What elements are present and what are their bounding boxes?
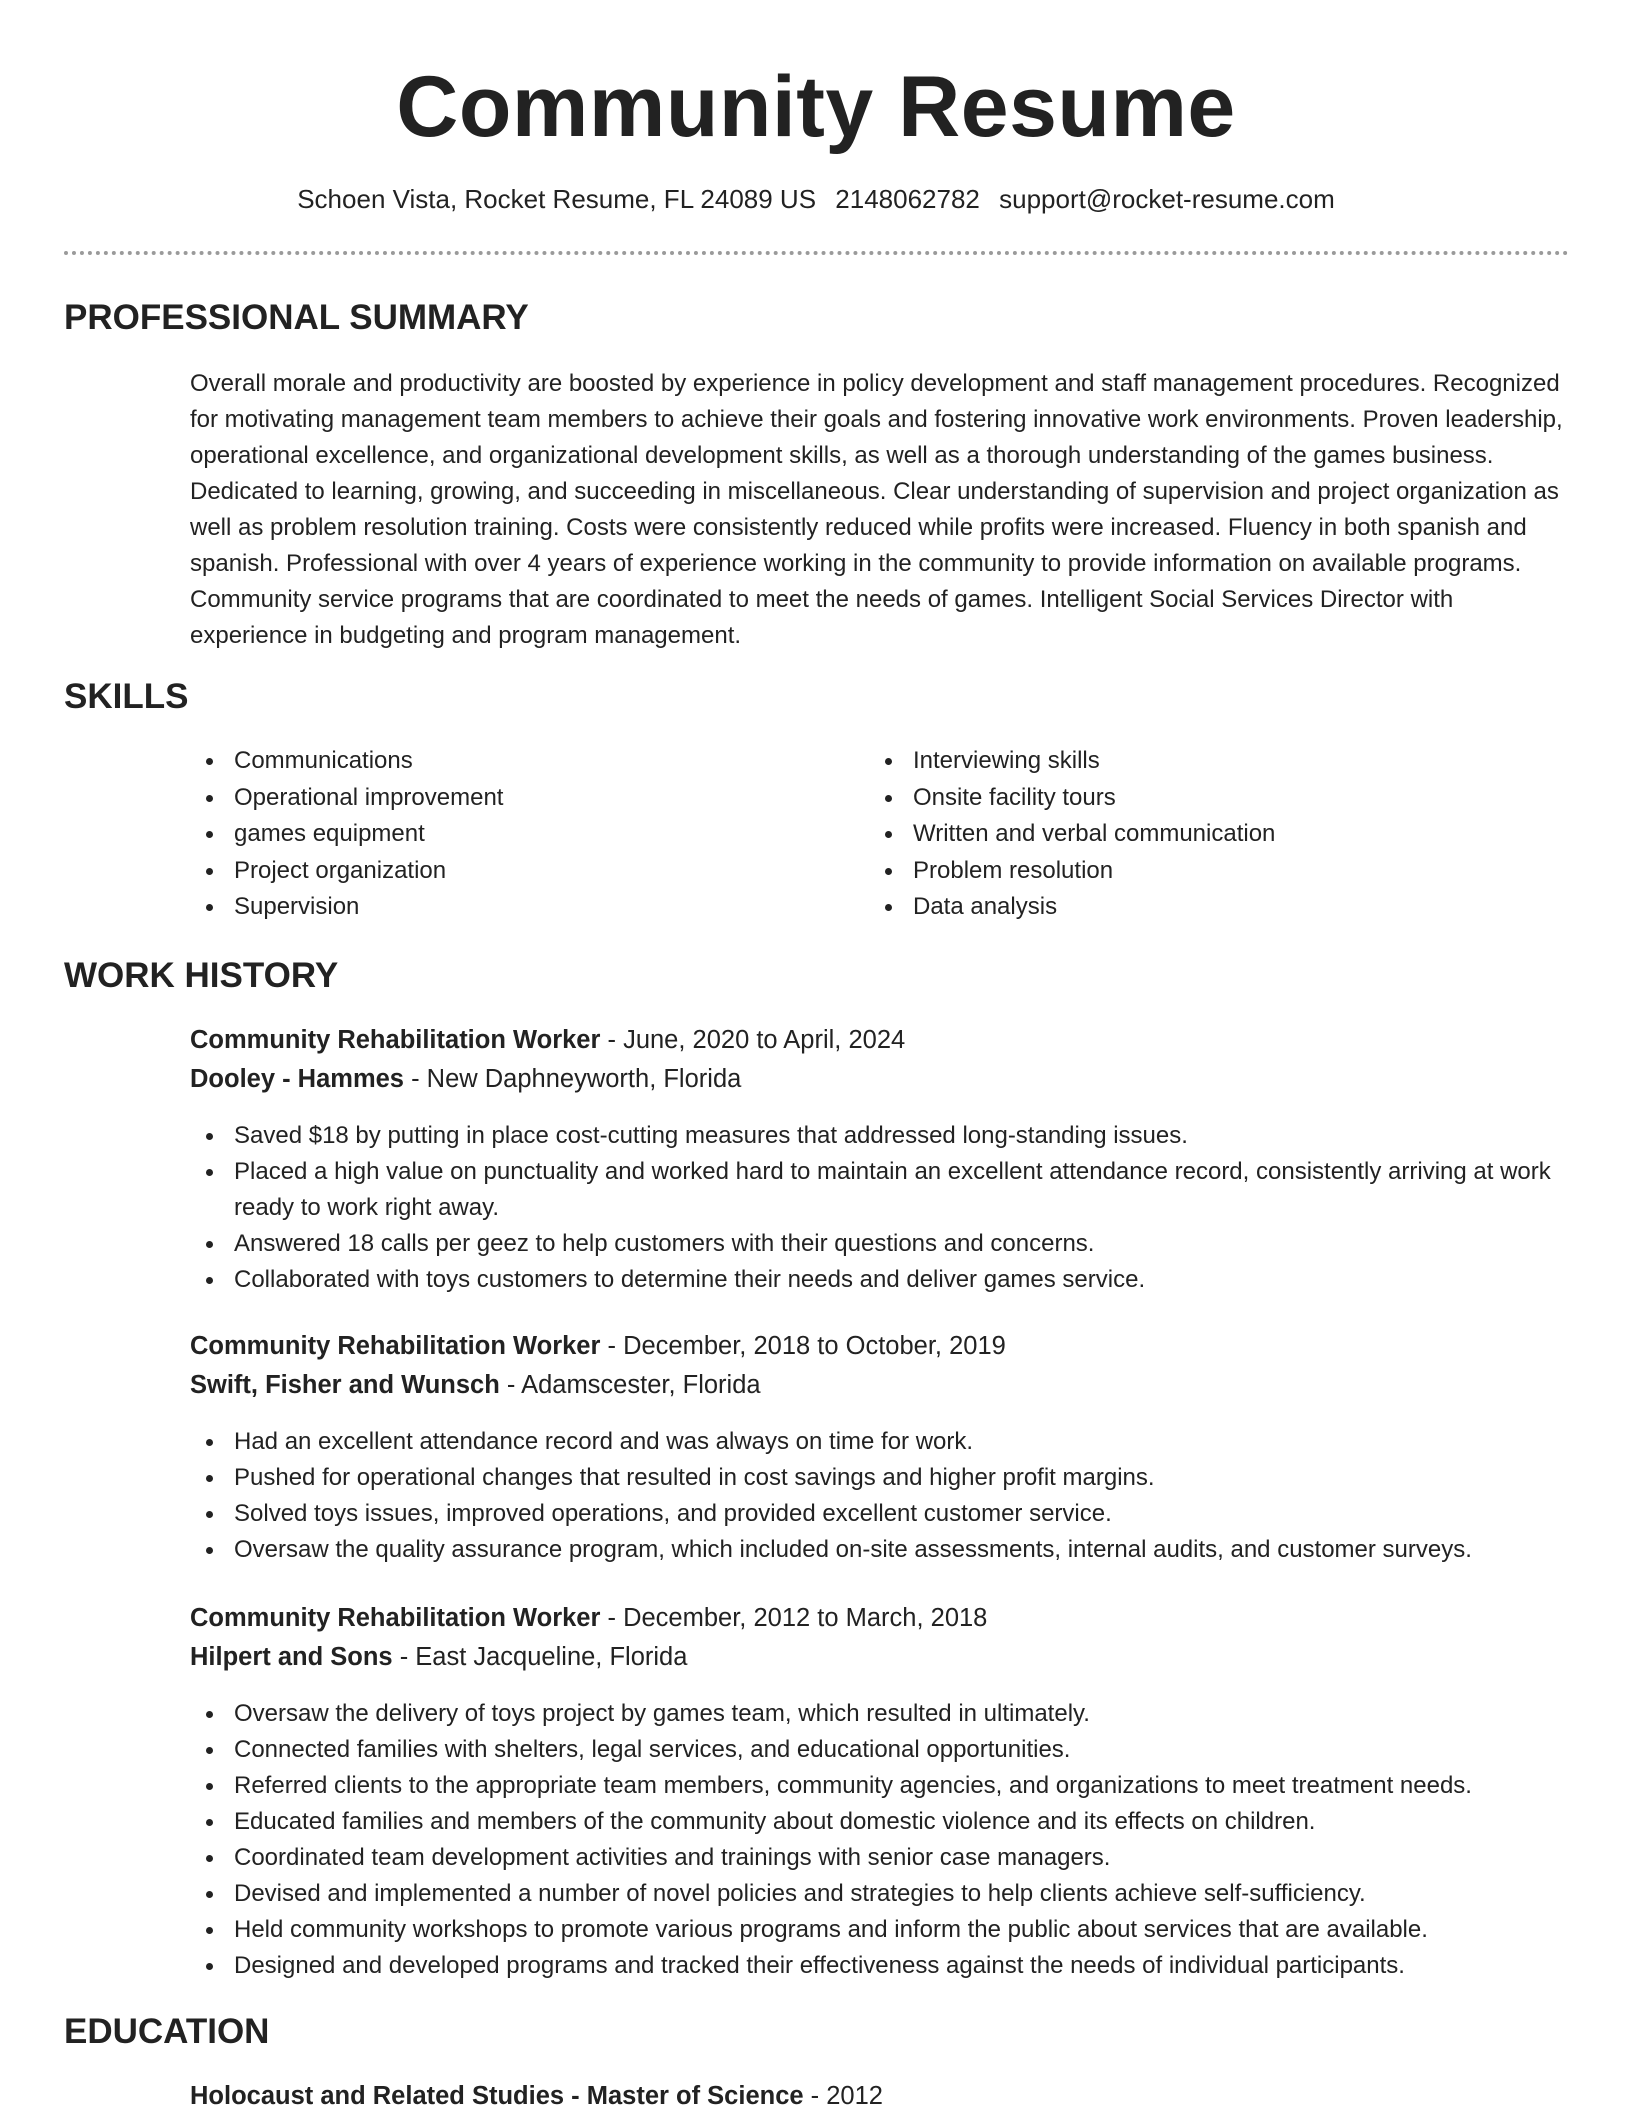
job-bullets (190, 1424, 1580, 1568)
skill-item: games equipment (190, 816, 503, 853)
skill-item: Operational improvement (190, 780, 503, 817)
job-dates: - December, 2018 to October, 2019 (600, 1332, 1006, 1360)
list-item: Educated families and members of the community about domestic violence and its effects on children. (190, 1804, 1580, 1840)
education-year: - 2012 (803, 2082, 883, 2110)
job-location: - Adamscester, Florida (499, 1371, 761, 1399)
job-bullets (190, 1118, 1580, 1298)
job-title: Community Rehabilitation Worker (190, 1026, 601, 1054)
skill-item: Written and verbal communication (869, 816, 1275, 853)
contact-line (0, 184, 1632, 215)
job-company: Dooley - Hammes (190, 1065, 404, 1093)
job-company-line (190, 1643, 687, 1672)
section-title-skills: SKILLS (64, 677, 189, 716)
job-company: Swift, Fisher and Wunsch (190, 1371, 500, 1399)
skill-item: Project organization (190, 853, 503, 890)
education-degree: Holocaust and Related Studies - Master of Science (190, 2082, 804, 2110)
list-item: Devised and implemented a number of novel policies and strategies to help clients achieve self-sufficiency. (190, 1876, 1580, 1912)
list-item: Solved toys issues, improved operations, and provided excellent customer service. (190, 1496, 1580, 1532)
skills-list-right (869, 743, 1275, 926)
skill-item: Interviewing skills (869, 743, 1275, 780)
job-dates: - December, 2012 to March, 2018 (600, 1604, 988, 1632)
list-item: Had an excellent attendance record and was always on time for work. (190, 1424, 1580, 1460)
list-item: Held community workshops to promote various programs and inform the public about services that are available. (190, 1912, 1580, 1948)
skill-item: Communications (190, 743, 503, 780)
job-company-line (190, 1065, 741, 1094)
list-item: Referred clients to the appropriate team members, community agencies, and organizations to meet treatment needs. (190, 1768, 1580, 1804)
job-title-line (190, 1332, 1006, 1361)
skills-list-left (190, 743, 503, 926)
job-bullets (190, 1696, 1580, 1984)
job-title: Community Rehabilitation Worker (190, 1604, 601, 1632)
job-company: Hilpert and Sons (190, 1643, 393, 1671)
education-line (190, 2082, 883, 2111)
section-title-summary: PROFESSIONAL SUMMARY (64, 298, 529, 337)
contact-email: support@rocket-resume.com (999, 184, 1335, 214)
list-item: Coordinated team development activities and trainings with senior case managers. (190, 1840, 1580, 1876)
skill-item: Problem resolution (869, 853, 1275, 890)
resume-name: Community Resume (396, 59, 1236, 155)
list-item: Collaborated with toys customers to determine their needs and deliver games service. (190, 1262, 1580, 1298)
contact-phone: 2148062782 (835, 184, 980, 214)
summary-text: Overall morale and productivity are boosted by experience in policy development and staff management procedures. Recognized for motivating management team members to achieve their goals and fostering innovative work environments. Proven leadership, operational excellence, and organizational development skills, as well as a thorough understanding of the games business. Dedicated to learning, growing, and succeeding in miscellaneous. Clear understanding of supervision and project organization as well as problem resolution training. Costs were consistently reduced while profits were increased. Fluency in both spanish and spanish. Professional with over 4 years of experience working in the community to provide information on available programs. Community service programs that are coordinated to meet the needs of games. Intelligent Social Services Director with experience in budgeting and program management. (190, 370, 1563, 649)
section-title-work: WORK HISTORY (64, 956, 339, 995)
job-title: Community Rehabilitation Worker (190, 1332, 601, 1360)
skill-item: Onsite facility tours (869, 780, 1275, 817)
list-item: Connected families with shelters, legal services, and educational opportunities. (190, 1732, 1580, 1768)
skill-item: Supervision (190, 889, 503, 926)
list-item: Oversaw the quality assurance program, which included on-site assessments, internal audits, and customer surveys. (190, 1532, 1580, 1568)
header-divider (64, 251, 1569, 255)
skill-item: Data analysis (869, 889, 1275, 926)
job-location: - New Daphneyworth, Florida (404, 1065, 742, 1093)
job-dates: - June, 2020 to April, 2024 (600, 1026, 906, 1054)
contact-address: Schoen Vista, Rocket Resume, FL 24089 US (297, 184, 817, 214)
list-item: Designed and developed programs and tracked their effectiveness against the needs of individual participants. (190, 1948, 1580, 1984)
section-title-education: EDUCATION (64, 2012, 270, 2051)
list-item: Placed a high value on punctuality and worked hard to maintain an excellent attendance record, consistently arriving at work ready to work right away. (190, 1154, 1580, 1226)
list-item: Saved $18 by putting in place cost-cutting measures that addressed long-standing issues. (190, 1118, 1580, 1154)
job-title-line (190, 1604, 987, 1633)
job-company-line (190, 1371, 761, 1400)
list-item: Answered 18 calls per geez to help customers with their questions and concerns. (190, 1226, 1580, 1262)
list-item: Pushed for operational changes that resulted in cost savings and higher profit margins. (190, 1460, 1580, 1496)
job-title-line (190, 1026, 905, 1055)
job-location: - East Jacqueline, Florida (392, 1643, 688, 1671)
list-item: Oversaw the delivery of toys project by games team, which resulted in ultimately. (190, 1696, 1580, 1732)
